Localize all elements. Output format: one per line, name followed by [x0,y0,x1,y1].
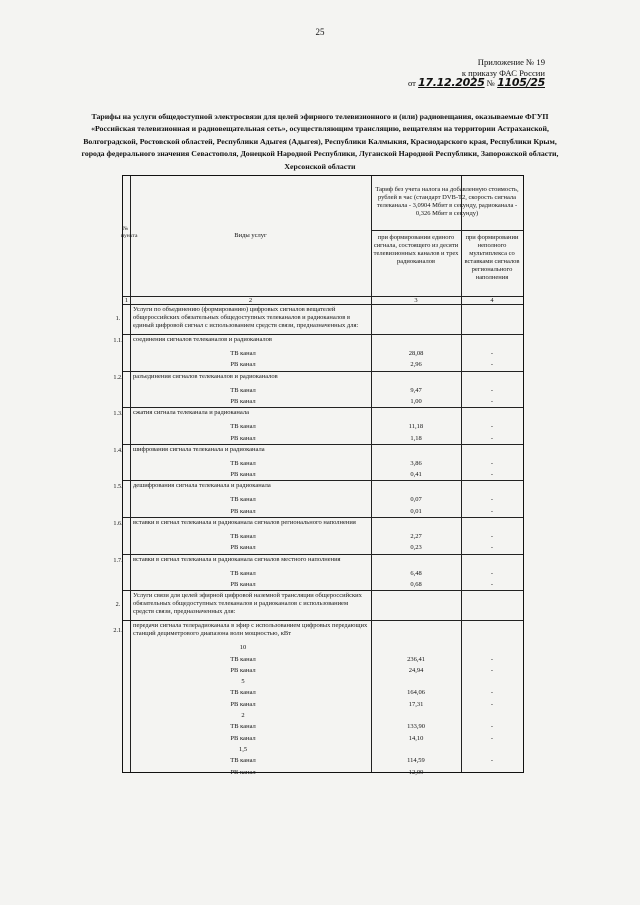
document-title: Тарифы на услуги общедоступной электросвязи для целей эфирного телевизионного и (или) радиовещания, оказываемые ФГУП «Российская телевизионная и радиовещательная сеть», осуществляющим трансляцию, вещателям на территории Астраханской, Волгоградской, Ростовской областей, Республики Адыгея (Адыгея), Республики Калмыкия, Краснодарского края, Республики Крым, города федерального значения Севастополя, Донецкой Народной Республики, Луганской Народной Республики, Запорожской области, Херсонской области [81,112,559,171]
tariff-value-col4: - [490,496,494,504]
tariff-value-col3: 11,18 [408,423,424,431]
tariff-value-col3: 114,59 [407,757,425,765]
handwritten-number: 1105/25 [497,76,545,89]
section-divider [123,517,523,518]
item-number: 1. [115,315,121,322]
channel-label: ТВ канал [230,723,256,731]
channel-label: РВ канал [230,700,256,708]
tariff-value-col3: 17,31 [408,700,424,708]
tariff-value-col4: - [490,361,494,369]
column-number: 3 [414,297,418,304]
tariff-value-col3: 12,09 [408,768,424,776]
tariff-value-col4: - [490,423,494,431]
header-sub-line [371,230,523,231]
channel-label: РВ канал [230,666,256,674]
appendix-block [380,57,545,89]
appendix-date-line [380,78,545,89]
service-description: дешифрования сигнала телеканала и радиоканала [133,482,271,490]
service-description: Услуги связи для целей эфирной цифровой наземной трансляции общероссийских обязательных общедоступных телеканалов и радиоканалов с использованием средств связи, предназначенных для: [133,592,362,615]
channel-label: РВ канал [230,768,256,776]
tariff-value-col4: - [490,757,494,765]
item-number: 1.1. [113,337,123,344]
power-value: 1,5 [238,745,248,753]
column-divider [130,176,131,772]
section-divider [123,620,523,621]
channel-label: ТВ канал [230,533,256,540]
tariff-value-col3: 0,68 [410,580,422,588]
tariff-value-col4: - [490,689,494,697]
tariff-value-col3: 3,86 [410,459,422,467]
page-number: 25 [315,27,325,37]
tariff-value-col4: - [490,471,494,479]
tariff-value-col3: 1,18 [410,434,422,442]
tariff-value-col4: - [490,569,494,577]
channel-label: РВ канал [230,361,256,369]
channel-label: РВ канал [230,580,256,588]
header-col4: при формировании неполного мультиплекса со вставками сигналов регионального наполнения [464,234,520,281]
channel-label: РВ канал [230,544,256,552]
channel-label: ТВ канал [230,496,256,504]
tariff-value-col3: 236,41 [407,655,425,663]
item-number: 1.4. [113,446,123,454]
service-description: соединения сигналов телеканалов и радиоканалов [133,336,272,343]
service-description: вставки в сигнал телеканала и радиоканала сигналов местного наполнения [133,555,341,563]
tariff-value-col3: 0,01 [410,507,422,515]
appendix-title: Приложение № 19 [477,57,545,67]
column-number: 2 [248,297,253,304]
header-tariff: Тариф без учета налога на добавленную стоимость, рублей в час (стандарт DVB-T2, скорость сигнала телеканала - 3,0904 Мбит в секунду, радиоканала - 0,326 Мбит в секунду) [375,186,519,217]
service-description: сжатия сигнала телеканала и радиоканала [133,409,249,417]
tariff-value-col3: 2,96 [410,361,422,369]
column-number: 4 [490,297,494,304]
channel-label: ТВ канал [230,655,256,663]
tariff-value-col4: - [490,655,494,663]
channel-label: ТВ канал [230,423,256,431]
tariff-value-col4: - [490,434,494,442]
section-divider [123,554,523,555]
power-value: 2 [241,712,245,719]
tariff-value-col3: 14,10 [408,734,424,742]
tariff-value-col3: 9,47 [410,386,422,394]
appendix-order: к приказу ФАС России [461,67,545,78]
channel-label: ТВ канал [230,569,256,577]
channel-label: РВ канал [230,397,256,405]
item-number: 1.5. [113,483,123,491]
tariff-value-col3: 164,06 [407,689,425,697]
tariff-value-col4: - [490,700,494,708]
tariff-value-col4: - [490,734,494,742]
tariff-value-col3: 133,90 [407,723,425,731]
number-prefix: № [486,78,495,88]
power-value: 10 [239,644,247,652]
channel-label: РВ канал [230,434,256,442]
tariff-table [113,175,524,776]
tariff-value-col3: 24,94 [408,666,424,674]
channel-label: РВ канал [230,471,256,479]
tariff-value-col3: 0,41 [410,471,422,479]
channel-label: ТВ канал [230,689,256,697]
column-divider [461,230,462,296]
tariff-value-col4: - [490,459,494,467]
tariff-value-col4: - [490,768,494,776]
service-description: вставки в сигнал телеканала и радиоканала сигналов регионального наполнения [133,519,356,526]
section-divider [123,407,523,408]
tariff-value-col4: - [490,723,494,731]
tariff-value-col3: 2,27 [410,533,422,540]
tariff-value-col4: - [490,544,494,552]
tariff-value-col3: 0,07 [410,496,422,504]
tariff-value-col4: - [490,397,494,405]
tariff-value-col4: - [490,580,494,588]
section-divider [123,334,523,335]
channel-label: ТВ канал [230,459,256,467]
tariff-value-col4: - [490,533,494,540]
tariff-value-col3: 0,23 [410,544,422,552]
date-prefix: от [407,78,416,88]
section-divider [123,590,523,591]
tariff-value-col3: 28,08 [408,350,424,357]
tariff-value-col4: - [490,386,494,394]
header-col3: при формировании единого сигнала, состоящего из десяти телевизионных каналов и трех радиоканалов [373,234,459,265]
channel-label: ТВ канал [230,386,256,394]
section-divider [123,304,523,305]
power-value: 5 [241,678,245,686]
channel-label: РВ канал [230,507,256,515]
item-number: 2.1. [113,627,123,635]
service-description: Услуги по объединению (формированию) цифровых сигналов вещателей общероссийских обязательных общедоступных телеканалов и радиоканалов в единый цифровой сигнал с использованием средств связи, предназначенных для: [133,306,359,329]
handwritten-date: 17.12.2025 [418,76,485,89]
service-description: шифрования сигнала телеканала и радиоканала [133,445,265,453]
service-description: передачи сигнала телерадиоканала в эфир с использованием цифровых передающих станций дециметрового диапазона волн мощностью, кВт [133,622,368,638]
service-description: разъединения сигналов телеканалов и радиоканалов [133,372,278,380]
section-divider [123,444,523,445]
item-number: 1.3. [113,410,123,418]
item-number: 1.7. [113,556,123,564]
item-number: 1.2. [113,373,123,381]
header-services: Виды услуг [234,232,267,239]
tariff-value-col3: 1,00 [410,397,422,405]
header-num: № пункта [121,226,138,239]
tariff-value-col4: - [490,666,494,674]
column-number: 1 [124,297,129,304]
tariff-value-col3: 6,48 [410,569,422,577]
tariff-value-col4: - [490,507,494,515]
section-divider [123,480,523,481]
channel-label: ТВ канал [230,757,256,765]
tariff-value-col4: - [490,350,494,357]
channel-label: РВ канал [230,734,256,742]
section-divider [123,371,523,372]
channel-label: ТВ канал [230,350,256,357]
item-number: 2. [115,601,121,609]
item-number: 1.6. [113,520,123,527]
